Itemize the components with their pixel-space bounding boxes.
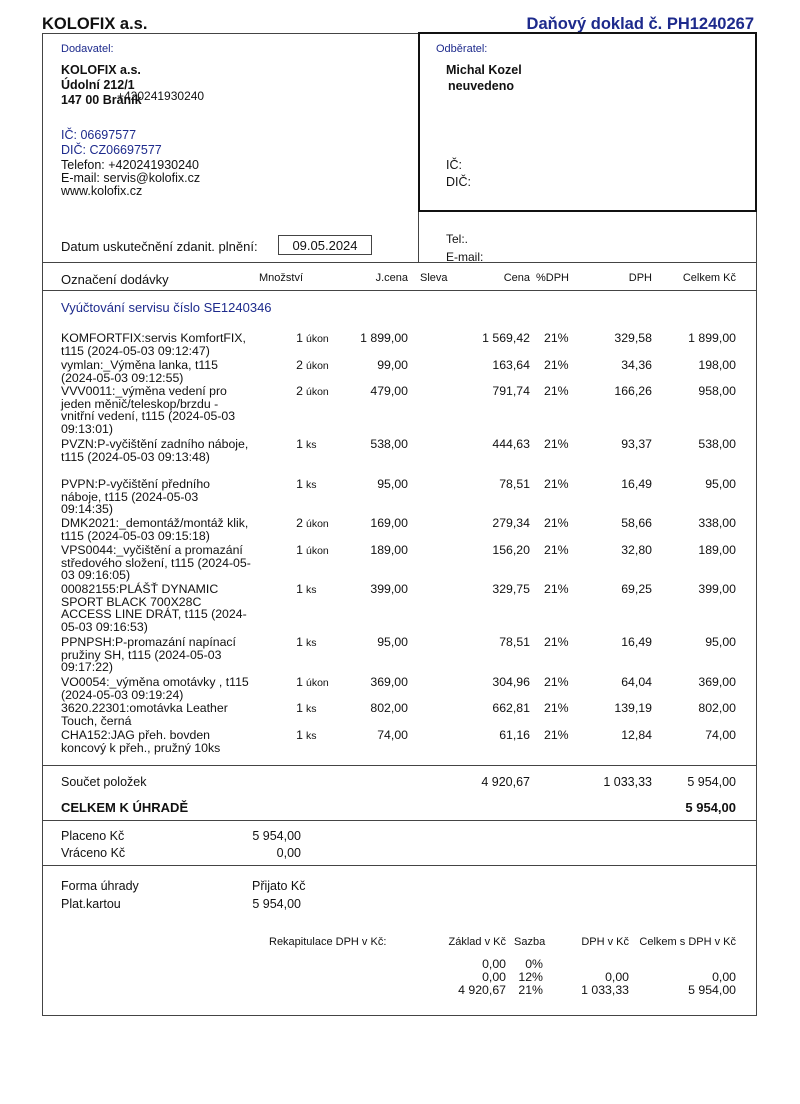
item-unit-price: 1 899,00 xyxy=(360,331,408,345)
item-unit-price: 479,00 xyxy=(370,384,408,398)
item-name: PVZN:P-vyčištění zadního náboje, t115 (2024-05-03 09:13:48) xyxy=(61,437,249,464)
document-title: Daňový doklad č. PH1240267 xyxy=(526,15,754,33)
accepted-label: Přijato Kč xyxy=(252,879,306,893)
returned-label: Vráceno Kč xyxy=(61,846,126,860)
item-qty: 2 xyxy=(296,384,303,398)
vat-recap-col-vat: DPH v Kč xyxy=(581,936,629,948)
item-total: 189,00 xyxy=(698,543,736,557)
item-vat-pct: 21% xyxy=(544,437,569,451)
vat-recap-vat: 0,00 xyxy=(605,970,629,984)
item-vat: 166,26 xyxy=(614,384,652,398)
item-price: 791,74 xyxy=(492,384,530,398)
sum-label: Součet položek xyxy=(61,775,147,789)
vat-recap-vat: 1 033,33 xyxy=(581,983,629,997)
items-end-line xyxy=(42,765,757,766)
item-unit-price: 95,00 xyxy=(377,635,408,649)
frame-left xyxy=(42,33,43,1016)
returned-value: 0,00 xyxy=(276,846,301,860)
item-vat-pct: 21% xyxy=(544,675,569,689)
item-vat-pct: 21% xyxy=(544,582,569,596)
header-line-top xyxy=(42,262,757,263)
item-vat: 329,58 xyxy=(614,331,652,345)
col-vat: DPH xyxy=(628,272,652,284)
vat-recap-col-rate: Sazba xyxy=(514,936,546,948)
item-qty: 1 xyxy=(296,582,303,596)
item-vat: 12,84 xyxy=(621,728,652,742)
vat-recap-rate: 21% xyxy=(518,983,543,997)
item-name: 00082155:PLÁŠŤ DYNAMIC SPORT BLACK 700X28C ACCESS LINE DRÁT, t115 (2024-05-03 09:16:53) xyxy=(61,582,247,634)
item-price: 279,34 xyxy=(492,516,530,530)
supplier-city: 147 00 Braník xyxy=(61,93,142,107)
header-line-bottom xyxy=(42,290,757,291)
item-unit: úkon xyxy=(306,360,329,372)
item-name: KOMFORTFIX:servis KomfortFIX, t115 (2024-05-03 09:12:47) xyxy=(61,331,246,358)
item-qty: 1 xyxy=(296,437,303,451)
item-qty: 1 xyxy=(296,701,303,715)
supplier-ic: IČ: 06697577 xyxy=(61,128,137,142)
vat-recap-title: Rekapitulace DPH v Kč: xyxy=(269,936,387,948)
item-qty: 1 xyxy=(296,675,303,689)
item-price: 163,64 xyxy=(492,358,530,372)
col-qty: Množství xyxy=(259,272,304,284)
item-unit-price: 189,00 xyxy=(370,543,408,557)
item-unit-price: 99,00 xyxy=(377,358,408,372)
item-vat: 16,49 xyxy=(621,635,652,649)
item-qty: 2 xyxy=(296,358,303,372)
item-vat: 58,66 xyxy=(621,516,652,530)
col-total: Celkem Kč xyxy=(682,272,736,284)
item-vat-pct: 21% xyxy=(544,331,569,345)
item-name: PVPN:P-vyčištění předního náboje, t115 (2024-05-03 09:14:35) xyxy=(61,477,210,516)
item-unit-price: 74,00 xyxy=(377,728,408,742)
vat-recap-base: 0,00 xyxy=(482,957,506,971)
item-unit: ks xyxy=(306,479,317,491)
payment-end-line xyxy=(42,865,757,866)
item-unit: úkon xyxy=(306,545,329,557)
company-name: KOLOFIX a.s. xyxy=(42,15,148,33)
supplier-phone: Telefon: +420241930240 xyxy=(61,158,199,172)
item-name: 3620.22301:omotávka Leather Touch, černá xyxy=(61,701,228,728)
supplier-name: KOLOFIX a.s. xyxy=(61,63,141,77)
tax-date-value: 09.05.2024 xyxy=(278,235,372,255)
supplier-web: www.kolofix.cz xyxy=(61,184,143,198)
customer-dic: DIČ: xyxy=(446,175,471,189)
item-price: 1 569,42 xyxy=(482,331,530,345)
item-unit: ks xyxy=(306,637,317,649)
item-unit: ks xyxy=(306,584,317,596)
item-vat: 93,37 xyxy=(621,437,652,451)
item-name: VVV0011:_výměna vedení pro jeden měnič/teleskop/brzdu - vnitřní vedení, t115 (2024-05-03 09:13:01) xyxy=(61,384,236,436)
col-vat-pct: %DPH xyxy=(536,272,570,284)
item-vat: 16,49 xyxy=(621,477,652,491)
vat-recap-col-total: Celkem s DPH v Kč xyxy=(639,936,736,948)
customer-address: neuvedeno xyxy=(448,79,514,93)
supplier-phone-overlap: +420241930240 xyxy=(117,89,205,103)
item-vat-pct: 21% xyxy=(544,358,569,372)
item-total: 338,00 xyxy=(698,516,736,530)
customer-tel: Tel:. xyxy=(446,232,469,246)
sum-vat: 1 033,33 xyxy=(603,775,652,789)
item-name: PPNPSH:P-promazání napínací pružiny SH, t115 (2024-05-03 09:17:22) xyxy=(61,635,236,674)
sum-base: 4 920,67 xyxy=(481,775,530,789)
frame-top xyxy=(42,33,419,34)
tax-date-label: Datum uskutečnění zdanit. plnění: xyxy=(61,239,258,254)
item-total: 74,00 xyxy=(705,728,736,742)
item-name: vymlan:_Výměna lanka, t115 (2024-05-03 09:12:55) xyxy=(61,358,218,385)
item-name: VPS0044:_vyčištění a promazání středového složení, t115 (2024-05-03 09:16:05) xyxy=(61,543,251,582)
frame-bottom xyxy=(42,1015,757,1016)
col-price: Cena xyxy=(503,272,530,284)
grand-total-value: 5 954,00 xyxy=(685,800,736,815)
item-qty: 1 xyxy=(296,728,303,742)
sum-total: 5 954,00 xyxy=(687,775,736,789)
vat-recap-col-base: Základ v Kč xyxy=(448,936,506,948)
customer-name: Michal Kozel xyxy=(446,63,522,77)
item-vat-pct: 21% xyxy=(544,384,569,398)
item-vat-pct: 21% xyxy=(544,728,569,742)
item-unit: ks xyxy=(306,730,317,742)
item-unit: úkon xyxy=(306,518,329,530)
item-total: 958,00 xyxy=(698,384,736,398)
supplier-street: Údolní 212/1 xyxy=(61,78,135,92)
date-divider xyxy=(418,212,419,262)
item-total: 369,00 xyxy=(698,675,736,689)
item-price: 662,81 xyxy=(492,701,530,715)
item-unit: úkon xyxy=(306,386,329,398)
col-designation: Označení dodávky xyxy=(61,272,169,287)
item-total: 802,00 xyxy=(698,701,736,715)
item-vat: 32,80 xyxy=(621,543,652,557)
item-unit: ks xyxy=(306,703,317,715)
vat-recap-base: 4 920,67 xyxy=(458,983,506,997)
item-price: 156,20 xyxy=(492,543,530,557)
item-name: VO0054:_výměna omotávky , t115 (2024-05-03 09:19:24) xyxy=(61,675,249,702)
supplier-email: E-mail: servis@kolofix.cz xyxy=(61,171,201,185)
supplier-label: Dodavatel: xyxy=(61,43,114,55)
item-price: 444,63 xyxy=(492,437,530,451)
item-unit-price: 399,00 xyxy=(370,582,408,596)
item-price: 304,96 xyxy=(492,675,530,689)
item-qty: 1 xyxy=(296,331,303,345)
item-vat: 64,04 xyxy=(621,675,652,689)
vat-recap-rate: 0% xyxy=(525,957,543,971)
paid-label: Placeno Kč xyxy=(61,829,125,843)
item-name: CHA152:JAG přeh. bovden koncový k přeh., pružný 10ks xyxy=(61,728,221,755)
vat-recap-rate: 12% xyxy=(518,970,543,984)
item-unit-price: 95,00 xyxy=(377,477,408,491)
item-unit-price: 169,00 xyxy=(370,516,408,530)
item-unit-price: 538,00 xyxy=(370,437,408,451)
item-qty: 1 xyxy=(296,543,303,557)
item-price: 78,51 xyxy=(499,477,530,491)
vat-recap-total: 5 954,00 xyxy=(688,983,736,997)
method-label: Forma úhrady xyxy=(61,879,139,893)
item-total: 198,00 xyxy=(698,358,736,372)
paid-value: 5 954,00 xyxy=(252,829,301,843)
customer-ic: IČ: xyxy=(446,158,462,172)
item-vat-pct: 21% xyxy=(544,543,569,557)
totals-end-line xyxy=(42,820,757,821)
item-vat-pct: 21% xyxy=(544,477,569,491)
vat-recap-base: 0,00 xyxy=(482,970,506,984)
item-total: 95,00 xyxy=(705,477,736,491)
item-total: 95,00 xyxy=(705,635,736,649)
item-total: 538,00 xyxy=(698,437,736,451)
item-unit: úkon xyxy=(306,677,329,689)
vat-recap-total: 0,00 xyxy=(712,970,736,984)
col-unit-price: J.cena xyxy=(375,272,408,284)
item-qty: 1 xyxy=(296,635,303,649)
col-discount: Sleva xyxy=(420,272,448,284)
item-total: 399,00 xyxy=(698,582,736,596)
customer-email: E-mail: xyxy=(446,250,484,264)
section-title: Vyúčtování servisu číslo SE1240346 xyxy=(61,300,272,315)
customer-label: Odběratel: xyxy=(436,43,488,55)
item-vat: 139,19 xyxy=(614,701,652,715)
item-vat-pct: 21% xyxy=(544,516,569,530)
item-qty: 2 xyxy=(296,516,303,530)
method-value: Plat.kartou xyxy=(61,897,121,911)
item-price: 329,75 xyxy=(492,582,530,596)
item-vat-pct: 21% xyxy=(544,635,569,649)
item-total: 1 899,00 xyxy=(688,331,736,345)
item-price: 78,51 xyxy=(499,635,530,649)
item-vat-pct: 21% xyxy=(544,701,569,715)
item-vat: 69,25 xyxy=(621,582,652,596)
item-unit-price: 802,00 xyxy=(370,701,408,715)
item-qty: 1 xyxy=(296,477,303,491)
item-vat: 34,36 xyxy=(621,358,652,372)
item-unit: úkon xyxy=(306,333,329,345)
supplier-dic: DIČ: CZ06697577 xyxy=(61,143,162,157)
item-price: 61,16 xyxy=(499,728,530,742)
grand-total-label: CELKEM K ÚHRADĚ xyxy=(61,800,189,815)
item-unit: ks xyxy=(306,439,317,451)
item-unit-price: 369,00 xyxy=(370,675,408,689)
accepted-value: 5 954,00 xyxy=(252,897,301,911)
item-name: DMK2021:_demontáž/montáž klik, t115 (2024-05-03 09:15:18) xyxy=(61,516,249,543)
